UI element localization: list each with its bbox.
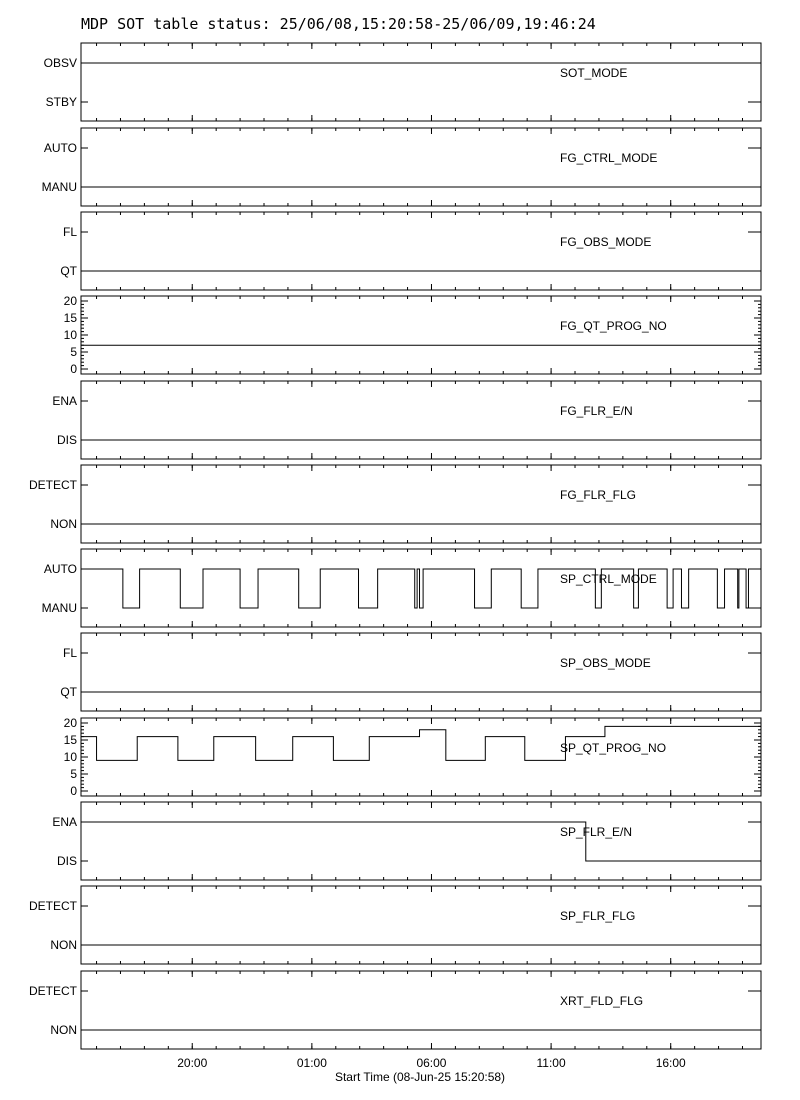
panel-frame bbox=[81, 128, 761, 206]
x-axis-label: Start Time (08-Jun-25 15:20:58) bbox=[334, 1070, 506, 1084]
panel-frame bbox=[81, 971, 761, 1049]
y-tick-label: NON bbox=[50, 1023, 77, 1037]
y-tick-label: FL bbox=[62, 225, 77, 239]
panel-label: SOT_MODE bbox=[560, 66, 628, 80]
y-tick-label: DIS bbox=[56, 433, 77, 447]
y-tick-label: 20 bbox=[63, 716, 77, 730]
x-tick-label: 11:00 bbox=[536, 1056, 566, 1070]
series-line bbox=[81, 822, 761, 861]
y-tick-label: STBY bbox=[45, 95, 77, 109]
y-tick-label: 5 bbox=[70, 767, 77, 781]
y-tick-label: QT bbox=[60, 685, 77, 699]
panel-frame bbox=[81, 43, 761, 121]
y-tick-label: DIS bbox=[56, 854, 77, 868]
y-tick-label: DETECT bbox=[29, 899, 77, 913]
y-tick-label: 10 bbox=[63, 750, 77, 764]
y-tick-label: 0 bbox=[70, 784, 77, 798]
panel-frame bbox=[81, 381, 761, 459]
x-tick-label: 06:00 bbox=[416, 1056, 447, 1070]
panel-label: SP_OBS_MODE bbox=[560, 656, 651, 670]
x-tick-label: 01:00 bbox=[296, 1056, 327, 1070]
panel-label: FG_QT_PROG_NO bbox=[560, 319, 667, 333]
panel-frame bbox=[81, 296, 761, 374]
y-tick-label: AUTO bbox=[43, 562, 77, 576]
y-tick-label: 5 bbox=[70, 345, 77, 359]
y-tick-label: 15 bbox=[63, 733, 77, 747]
series-line bbox=[81, 569, 761, 608]
y-tick-label: MANU bbox=[41, 601, 77, 615]
panel-frame bbox=[81, 802, 761, 880]
panel-label: FG_OBS_MODE bbox=[560, 235, 652, 249]
panel-frame bbox=[81, 549, 761, 627]
panel-frame bbox=[81, 212, 761, 290]
x-tick-label: 16:00 bbox=[655, 1056, 686, 1070]
panel-frame bbox=[81, 633, 761, 711]
y-tick-label: OBSV bbox=[43, 56, 77, 70]
y-tick-label: 10 bbox=[63, 328, 77, 342]
panel-label: SP_FLR_FLG bbox=[560, 909, 636, 923]
y-tick-label: AUTO bbox=[43, 141, 77, 155]
y-tick-label: QT bbox=[60, 264, 77, 278]
panel-frame bbox=[81, 465, 761, 543]
y-tick-label: ENA bbox=[52, 815, 77, 829]
page-title: MDP SOT table status: 25/06/08,15:20:58-25/06/09,19:46:24 bbox=[81, 15, 596, 33]
y-tick-label: FL bbox=[62, 646, 77, 660]
x-tick-label: 20:00 bbox=[177, 1056, 208, 1070]
panel-label: FG_FLR_E/N bbox=[560, 404, 633, 418]
y-tick-label: 0 bbox=[70, 362, 77, 376]
y-tick-label: DETECT bbox=[29, 984, 77, 998]
y-tick-label: 15 bbox=[63, 311, 77, 325]
y-tick-label: ENA bbox=[52, 394, 77, 408]
y-tick-label: DETECT bbox=[29, 478, 77, 492]
y-tick-label: NON bbox=[50, 938, 77, 952]
panel-label: SP_FLR_E/N bbox=[560, 825, 633, 839]
panel-label: SP_CTRL_MODE bbox=[560, 572, 657, 586]
panel-label: SP_QT_PROG_NO bbox=[560, 741, 667, 755]
panel-label: FG_FLR_FLG bbox=[560, 488, 637, 502]
panel-label: XRT_FLD_FLG bbox=[560, 994, 644, 1008]
y-tick-label: NON bbox=[50, 517, 77, 531]
y-tick-label: MANU bbox=[41, 180, 77, 194]
y-tick-label: 20 bbox=[63, 294, 77, 308]
panel-frame bbox=[81, 886, 761, 964]
panel-label: FG_CTRL_MODE bbox=[560, 151, 658, 165]
